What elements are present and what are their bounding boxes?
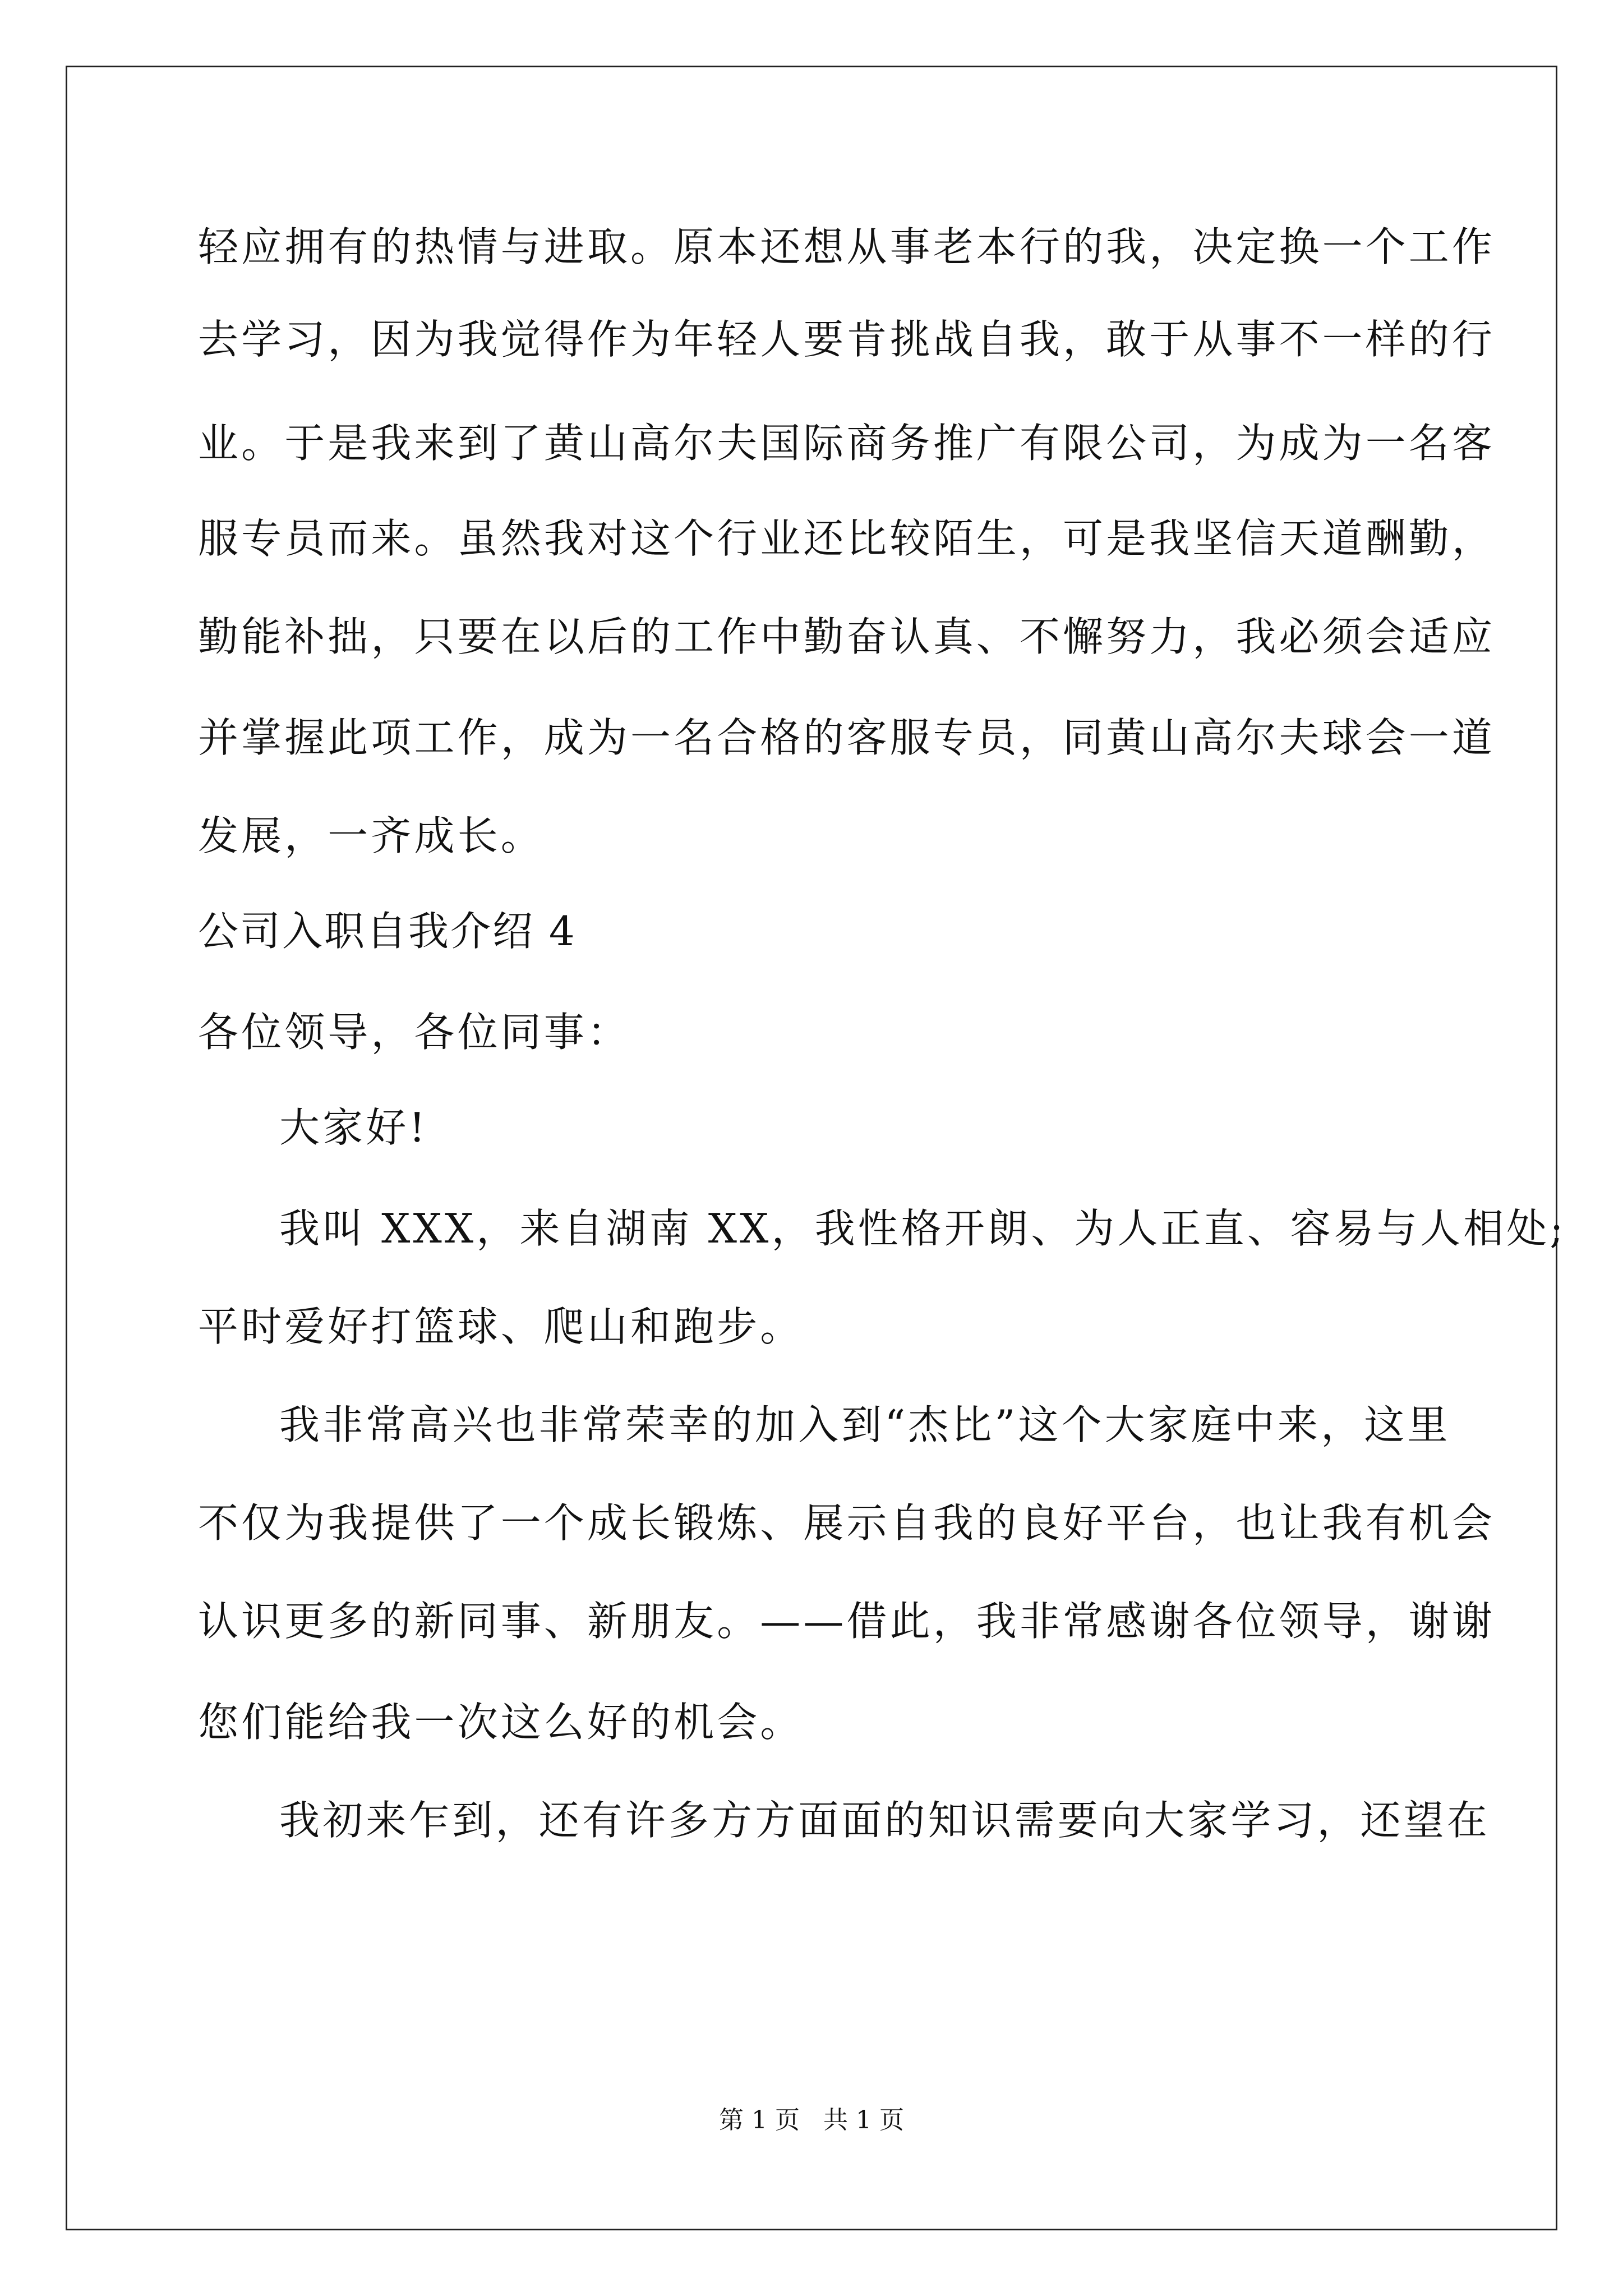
body-line-4: 服专员而来。虽然我对这个行业还比较陌生，可是我坚信天道酬勤， [198, 515, 1496, 562]
salutation: 各位领导，各位同事： [198, 1009, 631, 1056]
body-line-12: 平时爱好打篮球、爬山和跑步。 [198, 1303, 804, 1350]
body-line-7: 发展，一齐成长。 [198, 812, 544, 859]
body-line-2: 去学习，因为我觉得作为年轻人要肯挑战自我，敢于从事不一样的行 [198, 316, 1496, 363]
body-line-14: 不仅为我提供了一个成长锻炼、展示自我的良好平台，也让我有机会 [198, 1499, 1496, 1547]
greeting: 大家好! [279, 1104, 428, 1151]
body-line-16: 您们能给我一次这么好的机会。 [198, 1699, 804, 1746]
body-line-6: 并掌握此项工作，成为一名合格的客服专员，同黄山高尔夫球会一道 [198, 714, 1496, 761]
page-footer: 第 1 页 共 1 页 [719, 2106, 904, 2134]
body-line-3: 业。于是我来到了黄山高尔夫国际商务推广有限公司，为成为一名客 [198, 420, 1496, 467]
body-line-17: 我初来乍到，还有许多方方面面的知识需要向大家学习，还望在 [279, 1797, 1490, 1844]
body-line-11: 我叫 XXX，来自湖南 XX，我性格开朗、为人正直、容易与人相处; [279, 1205, 1566, 1252]
body-line-1: 轻应拥有的热情与进取。原本还想从事老本行的我，决定换一个工作 [198, 223, 1496, 270]
body-line-13: 我非常高兴也非常荣幸的加入到“杰比”这个大家庭中来，这里 [279, 1401, 1451, 1448]
body-line-5: 勤能补拙，只要在以后的工作中勤奋认真、不懈努力，我必须会适应 [198, 613, 1496, 660]
body-line-15: 认识更多的新同事、新朋友。——借此，我非常感谢各位领导，谢谢 [198, 1598, 1496, 1645]
section-heading: 公司入职自我介绍 4 [198, 908, 577, 955]
